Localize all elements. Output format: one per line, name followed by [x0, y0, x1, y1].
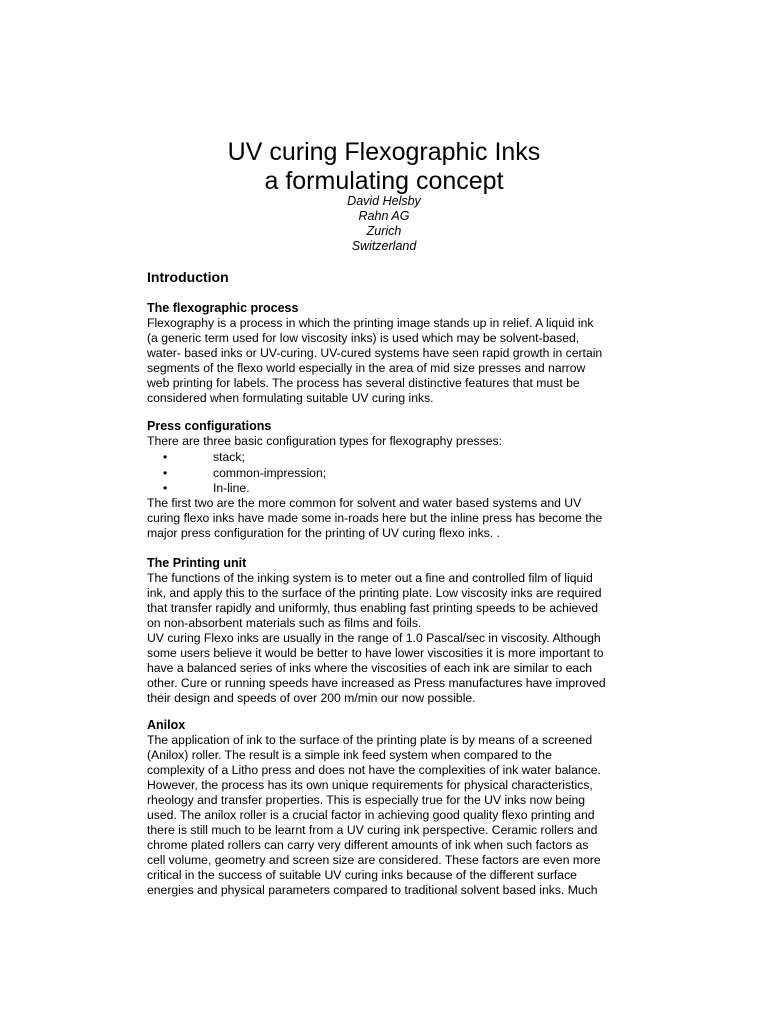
- introduction-heading: Introduction: [147, 269, 229, 285]
- list-item: [163, 466, 326, 482]
- paragraph-line: web printing for labels. The process has several distinctive features that must be: [147, 376, 580, 390]
- list-item: [163, 481, 326, 497]
- bullet-icon: •: [163, 481, 168, 495]
- author-name: David Helsby: [347, 194, 421, 208]
- paragraph-line: on non-absorbent materials such as films and foils.: [147, 616, 422, 630]
- list-item-text: stack;: [213, 450, 245, 464]
- paragraph-line: UV curing Flexo inks are usually in the range of 1.0 Pascal/sec in viscosity. Although: [147, 631, 601, 645]
- paragraph-line: There are three basic configuration types for flexography presses:: [147, 434, 502, 448]
- paragraph-line: curing flexo inks have made some in-roads here but the inline press has become the: [147, 511, 603, 525]
- paragraph-line: rheology and transfer properties. This is especially true for the UV inks now being: [147, 793, 586, 807]
- bullet-icon: •: [163, 450, 168, 464]
- paragraph-line: water- based inks or UV-curing. UV-cured systems have seen rapid growth in certain: [147, 346, 603, 360]
- paragraph-line: ink, and apply this to the surface of the printing plate. Low viscosity inks are required: [147, 586, 602, 600]
- list-item-text: common-impression;: [213, 465, 327, 480]
- paragraph-line: that transfer rapidly and uniformly, thus enabling fast printing speeds to be achieved: [147, 601, 598, 615]
- paragraph-line: The functions of the inking system is to meter out a fine and controlled film of liquid: [147, 571, 593, 585]
- printing-unit-heading: The Printing unit: [147, 556, 247, 570]
- paragraph-line: critical in the success of suitable UV curing inks because of the different surface: [147, 868, 577, 882]
- author-country: Switzerland: [351, 239, 417, 253]
- paragraph-line: considered when formulating suitable UV curing inks.: [147, 391, 434, 405]
- paragraph-line: other. Cure or running speeds have increased as Press manufactures have improved: [147, 676, 606, 690]
- anilox-paragraph: [147, 733, 627, 898]
- press-configurations-list: [163, 450, 326, 497]
- paragraph-line: major press configuration for the printing of UV curing flexo inks. .: [147, 526, 500, 540]
- paragraph-line: complexity of a Litho press and does not have the complexities of ink water balance.: [147, 763, 601, 777]
- paragraph-line: segments of the flexo world especially in the area of mid size presses and narrow: [147, 361, 586, 375]
- press-configurations-paragraph: [147, 496, 627, 541]
- paragraph-line: The application of ink to the surface of the printing plate is by means of a screened: [147, 733, 593, 747]
- author-city: Zurich: [366, 224, 402, 238]
- paragraph-line: The first two are the more common for solvent and water based systems and UV: [147, 496, 582, 510]
- author-company: Rahn AG: [358, 209, 410, 223]
- paragraph-line: (a generic term used for low viscosity inks) is used which may be solvent-based,: [147, 331, 580, 345]
- document-title-line-2: a formulating concept: [264, 167, 504, 195]
- list-item-text: In-line.: [213, 481, 250, 495]
- anilox-heading: Anilox: [147, 718, 186, 732]
- flexographic-process-paragraph: [147, 316, 627, 406]
- list-item: [163, 450, 326, 466]
- paragraph-line: some users believe it would be better to have lower viscosities it is more important to: [147, 646, 604, 660]
- paragraph-line: used. The anilox roller is a crucial factor in achieving good quality flexo printing and: [147, 808, 595, 822]
- paragraph-line: energies and physical parameters compared to traditional solvent based inks. Much: [147, 883, 598, 897]
- paragraph-line: there is still much to be learnt from a UV curing ink perspective. Ceramic rollers and: [147, 823, 598, 837]
- paragraph-line: chrome plated rollers can carry very different amounts of ink when such factors as: [147, 838, 589, 852]
- flexographic-process-heading: The flexographic process: [147, 301, 299, 315]
- paragraph-line: However, the process has its own unique requirements for physical characteristics,: [147, 778, 593, 792]
- paragraph-line: have a balanced series of inks where the viscosities of each ink are similar to each: [147, 661, 593, 675]
- paragraph-line: cell volume, geometry and screen size are considered. These factors are even more: [147, 853, 601, 867]
- paragraph-line: their design and speeds of over 200 m/min our now possible.: [147, 691, 476, 705]
- press-configurations-intro: [147, 434, 627, 449]
- bullet-icon: •: [163, 465, 168, 480]
- printing-unit-paragraph: [147, 571, 627, 706]
- press-configurations-heading: Press configurations: [147, 419, 272, 433]
- paragraph-line: (Anilox) roller. The result is a simple ink feed system when compared to the: [147, 748, 552, 762]
- paragraph-line: Flexography is a process in which the printing image stands up in relief. A liquid ink: [147, 316, 594, 330]
- document-title-line-1: UV curing Flexographic Inks: [227, 138, 541, 166]
